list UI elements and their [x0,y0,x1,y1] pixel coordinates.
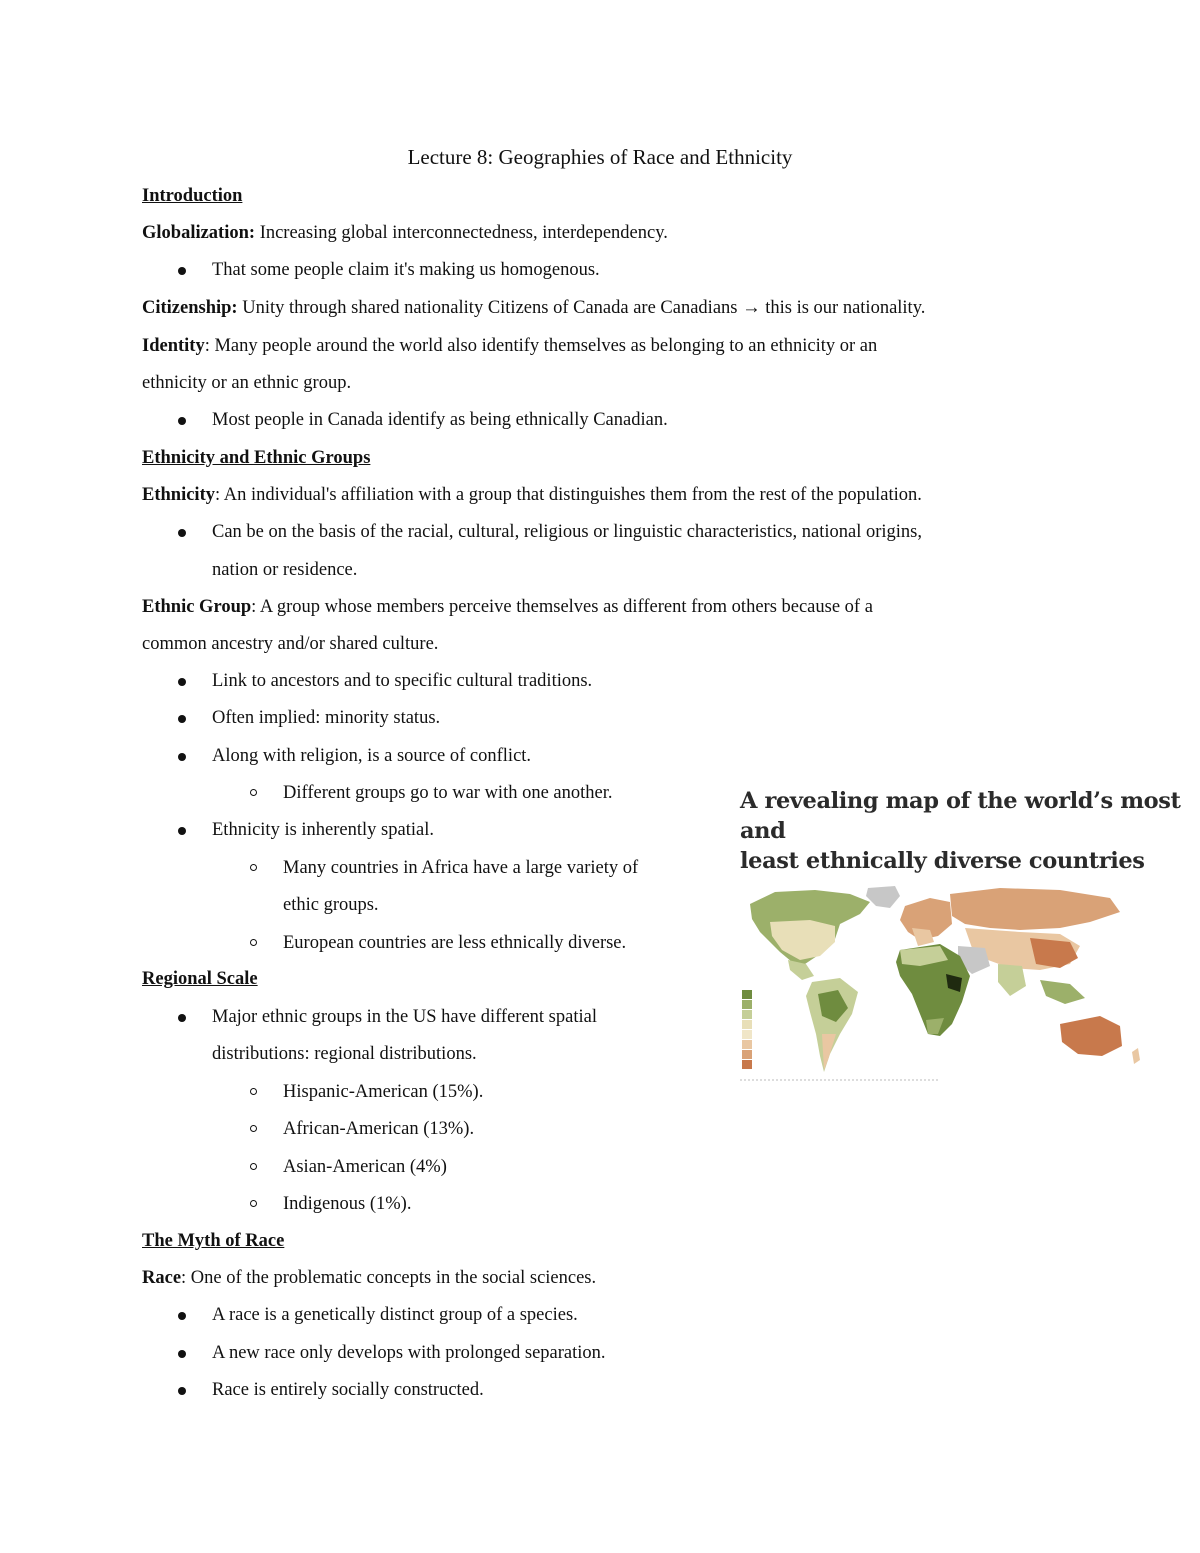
definition-text-continued: ethnicity or an ethnic group. [142,373,352,393]
definition-text: Unity through shared nationality Citizens of Canada are Canadians → this is our nationality. [237,298,926,318]
sub-bullet-icon [250,1125,257,1132]
legend-swatch [742,1060,752,1069]
definition-globalization [142,221,668,245]
list-item: Major ethnic groups in the US have different spatial [212,1007,597,1027]
sub-list-item: Asian-American (4%) [283,1157,447,1177]
list-item-continued: distributions: regional distributions. [212,1044,477,1064]
sub-list-item: Many countries in Africa have a large variety of [283,858,639,878]
list-item: Race is entirely socially constructed. [212,1380,484,1400]
definition-race [142,1266,596,1290]
sub-list-item: European countries are less ethnically diverse. [283,933,627,953]
bullet-icon [178,529,186,537]
bullet-icon [178,1312,186,1320]
section-heading-race: The Myth of Race [142,1231,285,1251]
ethnic-diversity-map-figure [740,786,1190,1096]
list-item-continued: nation or residence. [212,560,358,580]
bullet-icon [178,753,186,761]
term-race: Race [142,1268,182,1288]
list-item: Ethnicity is inherently spatial. [212,820,434,840]
bullet-icon [178,678,186,686]
sub-list-item: Hispanic-American (15%). [283,1082,484,1102]
region-russia [950,888,1120,930]
sub-bullet-icon [250,1200,257,1207]
sub-bullet-icon [250,1088,257,1095]
legend-swatch [742,990,752,999]
definition-text: : A group whose members perceive themselves as different from others because of a [251,597,873,617]
figure-title-line: A revealing map of the world’s most and [740,788,1181,844]
world-map-image [740,884,1150,1089]
page-title: Lecture 8: Geographies of Race and Ethnicity [407,145,793,169]
list-item: Along with religion, is a source of conflict. [212,746,532,766]
legend-swatch [742,1020,752,1029]
definition-text: Increasing global interconnectedness, interdependency. [255,223,668,243]
legend-swatch [742,1050,752,1059]
section-heading-introduction: Introduction [142,186,243,206]
bullet-icon [178,715,186,723]
term-globalization: Globalization: [142,223,256,243]
sub-list-item: African-American (13%). [283,1119,475,1139]
figure-title [740,786,1190,876]
region-usa [770,920,835,960]
list-item: Link to ancestors and to specific cultural traditions. [212,671,593,691]
definition-text-continued: common ancestry and/or shared culture. [142,634,439,654]
definition-text: : One of the problematic concepts in the social sciences. [181,1268,597,1288]
region-south-america-south [822,1034,836,1070]
sub-bullet-icon [250,789,257,796]
legend-swatch [742,1030,752,1039]
definition-ethnic-group [142,595,873,619]
sub-bullet-icon [250,864,257,871]
section-heading-ethnicity: Ethnicity and Ethnic Groups [142,448,371,468]
legend-swatch [742,1010,752,1019]
sub-list-item-continued: ethic groups. [283,895,379,915]
region-new-zealand [1132,1048,1140,1064]
sub-list-item: Different groups go to war with one another. [283,783,613,803]
figure-title-line: least ethnically diverse countries [740,848,1145,874]
section-heading-regional: Regional Scale [142,969,258,989]
list-item: That some people claim it's making us homogenous. [212,260,600,280]
list-item: Often implied: minority status. [212,708,441,728]
list-item: A race is a genetically distinct group of a species. [212,1305,578,1325]
bullet-icon [178,1014,186,1022]
region-southeast-asia [1040,980,1085,1004]
region-india [998,964,1026,996]
term-identity: Identity [142,336,205,356]
list-item: Most people in Canada identify as being ethnically Canadian. [212,410,668,430]
region-australia [1060,1016,1122,1056]
term-ethnicity: Ethnicity [142,485,215,505]
list-item: Can be on the basis of the racial, cultural, religious or linguistic characteristics, national origins, [212,522,922,542]
region-central-america [788,960,814,980]
bullet-icon [178,267,186,275]
legend-swatch [742,1040,752,1049]
sub-list-item: Indigenous (1%). [283,1194,412,1214]
term-ethnic-group: Ethnic Group [142,597,252,617]
bullet-icon [178,1387,186,1395]
bullet-icon [178,417,186,425]
sub-bullet-icon [250,1163,257,1170]
bullet-icon [178,1350,186,1358]
region-greenland [866,886,900,908]
term-citizenship: Citizenship: [142,298,238,318]
list-item: A new race only develops with prolonged separation. [212,1343,606,1363]
definition-citizenship [142,296,925,320]
definition-ethnicity [142,483,922,507]
bullet-icon [178,827,186,835]
definition-identity [142,334,877,358]
sub-bullet-icon [250,939,257,946]
legend-swatch [742,1000,752,1009]
definition-text: : Many people around the world also identify themselves as belonging to an ethnicity or an [204,336,878,356]
definition-text: : An individual's affiliation with a group that distinguishes them from the rest of the population. [214,485,922,505]
